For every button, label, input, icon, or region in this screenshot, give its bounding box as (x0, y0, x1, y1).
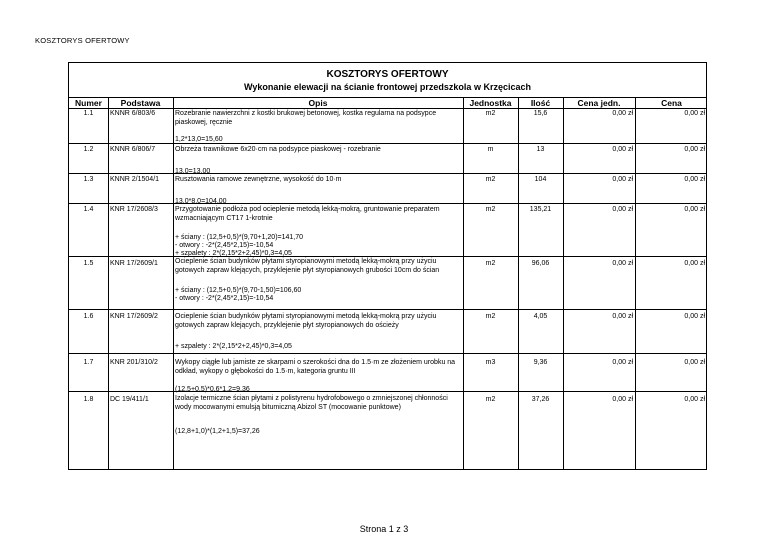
row-unit-price: 0,00 zł (612, 110, 633, 117)
row-calc: + szpalety : 2*(2,15*2+2,45)*0,3=4,05 (175, 250, 292, 257)
row-opis: Obrzeża trawnikowe 6x20·cm na podsypce piaskowej - rozebranie (175, 146, 381, 153)
row-podstawa: DC 19/411/1 (110, 396, 149, 403)
row-price: 0,00 zł (684, 396, 705, 403)
row-unit: m2 (485, 313, 496, 320)
row-rule (69, 391, 706, 392)
row-rule (69, 309, 706, 310)
header-jednostka: Jednostka (469, 98, 512, 108)
row-podstawa: KNNR 6/803/6 (110, 110, 156, 117)
row-calc: - otwory : -2*(2,45*2,15)=-10,54 (175, 295, 274, 302)
page-footer: Strona 1 z 3 (359, 524, 409, 534)
row-rule (69, 143, 706, 144)
row-quantity: 37,26 (531, 396, 550, 403)
row-calc: 13,0=13,00 (175, 168, 211, 175)
row-calc: (12,8+1,0)*(1,2+1,5)=37,26 (175, 428, 260, 435)
row-quantity: 96,06 (531, 260, 550, 267)
row-podstawa: KNNR 6/806/7 (110, 146, 156, 153)
row-unit: m2 (485, 176, 496, 183)
row-unit: m (487, 146, 494, 153)
row-unit-price: 0,00 zł (612, 396, 633, 403)
row-podstawa: KNR 17/2609/2 (110, 313, 158, 320)
row-number: 1.7 (83, 359, 94, 366)
title-box (69, 63, 706, 98)
row-number: 1.4 (83, 206, 94, 213)
row-calc: 1,2*13,0=15,60 (175, 136, 223, 143)
row-quantity: 4,05 (533, 313, 548, 320)
document-title: KOSZTORYS OFERTOWY (326, 69, 449, 80)
row-quantity: 104 (534, 176, 547, 183)
row-unit-price: 0,00 zł (612, 260, 633, 267)
document-subtitle: Wykonanie elewacji na ścianie frontowej przedszkola w Krzęcicach (244, 82, 531, 92)
row-opis: Przygotowanie podłoża pod ocieplenie metodą lekką-mokrą, gruntowanie preparatem wzmacniającym CT17 1-krotnie (175, 206, 440, 222)
page-header: KOSZTORYS OFERTOWY (35, 36, 130, 45)
row-unit: m2 (485, 260, 496, 267)
row-rule (69, 203, 706, 204)
row-number: 1.1 (83, 110, 94, 117)
row-calc: (12,5+0,5)*0,6*1,2=9,36 (175, 386, 250, 393)
row-calc: + szpalety : 2*(2,15*2+2,45)*0,3=4,05 (175, 343, 292, 350)
row-opis: Wykopy ciągłe lub jamiste ze skarpami o szerokości dna do 1.5·m ze złożeniem urobku na odkład, wykopy o głębokości do 1.5·m, kategoria gruntu III (175, 359, 456, 375)
row-rule (69, 353, 706, 354)
column-divider (173, 97, 174, 469)
row-unit: m2 (485, 110, 496, 117)
row-rule (69, 173, 706, 174)
row-opis: Rozebranie nawierzchni z kostki brukowej betonowej, kostka regularna na podsypce piaskowej, ręcznie (175, 110, 437, 126)
row-price: 0,00 zł (684, 313, 705, 320)
header-cena: Cena (661, 98, 682, 108)
row-quantity: 9,36 (533, 359, 548, 366)
row-number: 1.6 (83, 313, 94, 320)
row-number: 1.3 (83, 176, 94, 183)
header-opis: Opis (308, 98, 328, 108)
row-quantity: 13 (536, 146, 545, 153)
row-opis: Izolacje termiczne ścian płytami z polistyrenu hydrofobowego o zmniejszonej chłonności wody mocowanymi emulsją bitumiczną Abizol ST (mocowanie punktowe) (175, 395, 448, 411)
row-calc: 13,0*8,0=104,00 (175, 198, 227, 205)
row-opis: Rusztowania ramowe zewnętrzne, wysokość do 10·m (175, 176, 342, 183)
row-calc: + ściany : (12,5+0,5)*(9,70-1,50)=106,60 (175, 287, 302, 294)
row-price: 0,00 zł (684, 110, 705, 117)
row-unit-price: 0,00 zł (612, 359, 633, 366)
row-podstawa: KNR 201/310/2 (110, 359, 158, 366)
row-quantity: 135,21 (529, 206, 552, 213)
row-number: 1.5 (83, 260, 94, 267)
row-unit-price: 0,00 zł (612, 176, 633, 183)
row-price: 0,00 zł (684, 176, 705, 183)
row-unit: m2 (485, 396, 496, 403)
header-cena-jedn: Cena jedn. (577, 98, 621, 108)
row-unit-price: 0,00 zł (612, 313, 633, 320)
header-numer: Numer (75, 98, 102, 108)
row-price: 0,00 zł (684, 146, 705, 153)
header-podstawa: Podstawa (120, 98, 161, 108)
row-podstawa: KNNR 2/1504/1 (110, 176, 160, 183)
header-ilosc: Ilość (530, 98, 551, 108)
row-price: 0,00 zł (684, 260, 705, 267)
estimate-sheet (68, 62, 707, 470)
row-number: 1.2 (83, 146, 94, 153)
column-divider (108, 97, 109, 469)
row-number: 1.8 (83, 396, 94, 403)
row-quantity: 15,6 (533, 110, 548, 117)
row-opis: Ocieplenie ścian budynków płytami styropianowymi metodą lekką-mokrą przy użyciu gotowych zapraw klejących, przyklejenie płyt styropianowych grubości 10cm do ścian (175, 258, 440, 274)
row-podstawa: KNR 17/2608/3 (110, 206, 158, 213)
row-price: 0,00 zł (684, 206, 705, 213)
row-unit: m2 (485, 206, 496, 213)
row-unit-price: 0,00 zł (612, 146, 633, 153)
row-price: 0,00 zł (684, 359, 705, 366)
row-unit: m3 (485, 359, 496, 366)
row-calc: - otwory : -2*(2,45*2,15)=-10,54 (175, 242, 274, 249)
row-opis: Ocieplenie ścian budynków płytami styropianowymi metodą lekką-mokrą przy użyciu gotowych zapraw klejących, przyklejenie płyt styropianowych do ościeży (175, 313, 437, 329)
row-podstawa: KNR 17/2609/1 (110, 260, 158, 267)
row-unit-price: 0,00 zł (612, 206, 633, 213)
row-calc: + ściany : (12,5+0,5)*(9,70+1,20)=141,70 (175, 234, 304, 241)
